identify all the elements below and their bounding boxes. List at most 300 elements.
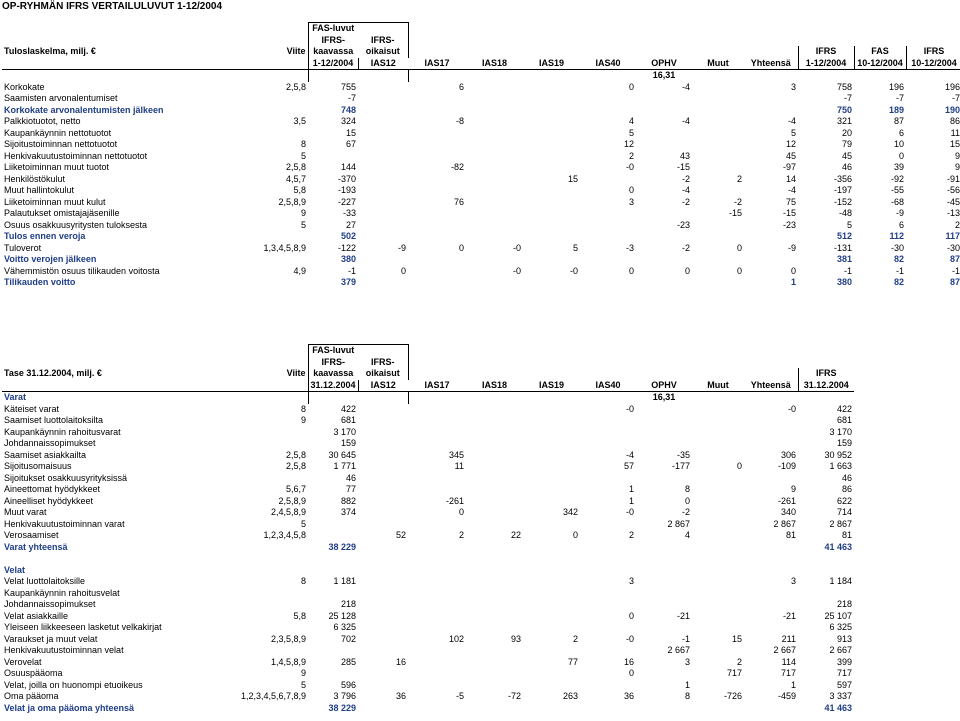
row-value: 8 (684, 691, 690, 702)
row-value (466, 599, 523, 611)
row-value (523, 197, 580, 209)
row-value: 3 170 (829, 426, 852, 437)
row-value (692, 530, 744, 542)
header-cell (212, 35, 308, 47)
row-ref: 9 (300, 415, 306, 426)
row-value (636, 668, 692, 680)
row-value (744, 415, 798, 427)
header-cell (523, 35, 580, 47)
header-cell (692, 70, 744, 82)
row-value (466, 519, 523, 531)
row-ref (212, 599, 308, 611)
row-value (408, 415, 466, 427)
row-value (466, 657, 523, 669)
row-value: 1 (790, 277, 796, 288)
row-label: Osuus osakkuusyritysten tuloksesta (4, 219, 148, 230)
row-value: 3 170 (333, 426, 356, 437)
row-value: 218 (340, 599, 356, 610)
row-value (636, 93, 692, 105)
row-value: 45 (841, 150, 852, 161)
row-value: 10 (893, 139, 904, 150)
table-row (2, 450, 854, 462)
header-cell (744, 392, 798, 404)
row-value: 76 (453, 196, 464, 207)
row-value: 15 (949, 139, 960, 150)
row-value (636, 438, 692, 450)
row-value: -0 (625, 633, 634, 644)
row-label: Sijoitustoiminnan nettotuotot (4, 139, 118, 150)
row-value: 16 (623, 656, 634, 667)
header-oik-line1: IFRS- (371, 356, 395, 367)
row-value (358, 404, 408, 416)
row-value (358, 427, 408, 439)
row-value: -0 (512, 265, 521, 276)
row-label: Tilikauden voitto (4, 277, 76, 288)
row-label: Henkivakuutustoiminnan nettotuotot (4, 150, 148, 161)
row-value: 702 (340, 633, 356, 644)
row-value: 15 (731, 633, 742, 644)
header-cell (636, 345, 692, 357)
row-value (358, 208, 408, 220)
row-label: Muut varat (4, 507, 47, 518)
row-value (358, 185, 408, 197)
cell (308, 565, 358, 577)
row-value (636, 128, 692, 140)
row-value (358, 645, 408, 657)
header-cell (212, 70, 308, 82)
row-value: 717 (836, 668, 852, 679)
cell (744, 553, 798, 565)
row-ref: 8 (300, 576, 306, 587)
row-value (466, 139, 523, 151)
row-value: 3 (628, 576, 634, 587)
header-row (2, 23, 960, 35)
row-value: -30 (946, 242, 960, 253)
row-value: -0 (569, 265, 578, 276)
header-cell (408, 357, 466, 369)
row-value: 758 (836, 81, 852, 92)
header-col-yhteensä: Yhteensä (744, 380, 798, 392)
header-col-ias19: IAS19 (523, 380, 580, 392)
header-cell (408, 70, 466, 82)
row-value (744, 105, 798, 117)
header-cell (906, 35, 960, 47)
table-row (2, 231, 960, 243)
row-label: Kaupankäynnin rahoitusvarat (4, 426, 121, 437)
table-row (2, 208, 960, 220)
row-value: 112 (889, 231, 904, 242)
table-row (2, 277, 960, 289)
row-value (744, 622, 798, 634)
row-value (744, 542, 798, 554)
header-cell (523, 70, 580, 82)
table-row (2, 599, 854, 611)
row-value (358, 668, 408, 680)
row-value (466, 277, 523, 289)
header-cell (580, 70, 636, 82)
row-value: -0 (625, 162, 634, 173)
row-label: Kaupankäynnin nettotuotot (4, 127, 112, 138)
header-cell (466, 46, 523, 58)
row-value: 717 (726, 668, 742, 679)
row-value: -1 (951, 265, 960, 276)
row-value (523, 151, 580, 163)
header-cell (466, 35, 523, 47)
row-value: 16 (395, 656, 406, 667)
row-value (358, 496, 408, 508)
row-ref: 5 (300, 679, 306, 690)
row-value (692, 105, 744, 117)
row-value (692, 231, 744, 243)
row-value (523, 484, 580, 496)
row-value: 0 (458, 507, 464, 518)
header-cell (308, 70, 358, 82)
row-value (408, 645, 466, 657)
header-cell (466, 392, 523, 404)
row-value (580, 703, 636, 715)
header-cell (692, 368, 744, 380)
header-cell (636, 46, 692, 58)
row-value: 20 (841, 127, 852, 138)
header-cell (408, 392, 466, 404)
row-value (358, 197, 408, 209)
table-row (2, 116, 960, 128)
row-label: Verovelat (4, 656, 42, 667)
row-value: -0 (787, 403, 796, 414)
row-value (408, 611, 466, 623)
row-value: -4 (787, 116, 796, 127)
row-value (408, 185, 466, 197)
row-value (580, 645, 636, 657)
row-value (466, 461, 523, 473)
row-value (466, 542, 523, 554)
row-value (466, 703, 523, 715)
row-value: 345 (448, 449, 464, 460)
row-value: 36 (395, 691, 406, 702)
header-cell (744, 70, 798, 82)
row-value: 38 229 (328, 541, 356, 552)
row-value: 41 463 (824, 541, 852, 552)
section-row (2, 565, 854, 577)
row-label: Aineettomat hyödykkeet (4, 484, 101, 495)
row-value (523, 542, 580, 554)
header-row (2, 392, 854, 404)
table-row (2, 139, 960, 151)
header-cell (692, 23, 744, 35)
row-value: 9 (954, 162, 960, 173)
header-ifrs-line1: IFRS (798, 46, 854, 58)
row-value: 0 (684, 495, 690, 506)
row-value: -1 (843, 265, 852, 276)
row-ref: 1,4,5,8,9 (270, 656, 306, 667)
row-value (636, 404, 692, 416)
row-value (744, 231, 798, 243)
header-cell (212, 23, 308, 35)
row-value (692, 507, 744, 519)
row-value: 0 (628, 610, 634, 621)
row-value: -9 (397, 242, 406, 253)
header-col-ias17: IAS17 (408, 380, 466, 392)
row-value: 0 (736, 461, 742, 472)
row-value: 81 (841, 530, 852, 541)
row-value (358, 622, 408, 634)
row-value (636, 105, 692, 117)
row-value (523, 427, 580, 439)
row-value: 622 (836, 495, 852, 506)
header-cell (358, 392, 408, 404)
row-value: -131 (833, 242, 852, 253)
row-value: -4 (681, 116, 690, 127)
row-value (358, 634, 408, 646)
row-value (692, 496, 744, 508)
row-value (358, 220, 408, 232)
row-value: 381 (836, 254, 852, 265)
row-value (636, 208, 692, 220)
row-value (636, 427, 692, 439)
row-value: -91 (946, 173, 960, 184)
row-value: 748 (340, 104, 356, 115)
row-value: 0 (628, 668, 634, 679)
row-value (466, 473, 523, 485)
header-fas-line2: IFRS- (308, 35, 358, 47)
header-cell (580, 23, 636, 35)
row-value: 380 (836, 277, 852, 288)
row-value: -7 (347, 93, 356, 104)
row-value: 502 (340, 231, 356, 242)
cell (358, 553, 408, 565)
table-row (2, 82, 960, 94)
row-value (523, 576, 580, 588)
row-value (523, 645, 580, 657)
row-label: Saamiset asiakkailta (4, 449, 87, 460)
table-row (2, 622, 854, 634)
row-value (692, 450, 744, 462)
row-value (408, 139, 466, 151)
row-value: 380 (340, 254, 356, 265)
row-value: 93 (510, 633, 521, 644)
row-value: 1 (628, 495, 634, 506)
row-value (466, 438, 523, 450)
row-value: -82 (450, 162, 464, 173)
row-value: -23 (676, 219, 690, 230)
header-ias40-sub: 16,31 (652, 70, 676, 81)
row-value: -72 (507, 691, 521, 702)
row-value (692, 438, 744, 450)
row-value (636, 588, 692, 600)
row-value (408, 668, 466, 680)
row-value: 399 (836, 656, 852, 667)
header-cell (744, 357, 798, 369)
header-cell (408, 345, 466, 357)
cell (408, 565, 466, 577)
row-value: 3 (790, 576, 796, 587)
header-ifrs-q-line2: 10-12/2004 (906, 58, 960, 70)
row-value: 2 (954, 219, 960, 230)
header-cell (854, 35, 906, 47)
table-row (2, 507, 854, 519)
row-value (692, 151, 744, 163)
page-title: OP-RYHMÄN IFRS VERTAILULUVUT 1-12/2004 (2, 1, 223, 12)
row-value (466, 484, 523, 496)
header-cell (580, 368, 636, 380)
row-ref (212, 277, 308, 289)
table-row (2, 473, 854, 485)
row-value: -1 (895, 265, 904, 276)
row-ref: 5,8 (293, 185, 306, 196)
row-value (523, 82, 580, 94)
row-value (466, 220, 523, 232)
row-value: 27 (345, 219, 356, 230)
row-value (358, 599, 408, 611)
row-value: 0 (628, 81, 634, 92)
row-value: -4 (625, 449, 634, 460)
row-value (692, 599, 744, 611)
table-row (2, 254, 960, 266)
header-cell (692, 35, 744, 47)
row-value: -92 (890, 173, 904, 184)
row-ref: 1,2,3,4,5,6,7,8,9 (240, 691, 306, 702)
row-value (523, 415, 580, 427)
row-value: 5 (846, 219, 852, 230)
row-value: -109 (777, 461, 796, 472)
row-value: -2 (681, 173, 690, 184)
row-value: 263 (562, 691, 578, 702)
row-value: -5 (455, 691, 464, 702)
row-value (523, 438, 580, 450)
header-cell (744, 345, 798, 357)
row-value (580, 254, 636, 266)
table-row (2, 542, 854, 554)
row-value: 159 (340, 438, 356, 449)
row-label: Johdannaissopimukset (4, 438, 96, 449)
row-value (466, 611, 523, 623)
row-value (408, 703, 466, 715)
row-ref: 5 (300, 150, 306, 161)
row-value (692, 588, 744, 600)
row-value: 86 (949, 116, 960, 127)
row-value: 717 (780, 668, 796, 679)
cell (744, 565, 798, 577)
row-value: 144 (340, 162, 356, 173)
balance-sheet-table (2, 344, 854, 714)
row-value: 196 (944, 81, 960, 92)
header-cell (358, 70, 408, 82)
row-value: 9 (790, 484, 796, 495)
row-value: -15 (676, 162, 690, 173)
cell (408, 553, 466, 565)
header-cell (2, 70, 212, 82)
cell (212, 565, 308, 577)
row-value: 30 645 (328, 449, 356, 460)
row-value: 79 (841, 139, 852, 150)
row-value (523, 703, 580, 715)
row-value (358, 461, 408, 473)
table-row (2, 415, 854, 427)
row-label: Johdannaissopimukset (4, 599, 96, 610)
row-value (523, 208, 580, 220)
row-value: -177 (671, 461, 690, 472)
row-value (408, 484, 466, 496)
row-value (580, 519, 636, 531)
header-cell (854, 70, 906, 82)
row-value: 1 (790, 679, 796, 690)
row-value (523, 139, 580, 151)
row-value (523, 185, 580, 197)
header-ifrs-line2: 31.12.2004 (798, 380, 854, 392)
header-cell (466, 357, 523, 369)
row-ref: 2,3,5,8,9 (270, 633, 306, 644)
row-value (523, 668, 580, 680)
row-value: 0 (790, 265, 796, 276)
section-heading-velat: Velat (4, 564, 26, 575)
header-cell (2, 58, 212, 70)
row-value (358, 139, 408, 151)
row-label: Velat asiakkaille (4, 610, 69, 621)
header-cell (580, 357, 636, 369)
row-value: 3 (628, 196, 634, 207)
row-value (408, 128, 466, 140)
row-value: 2 867 (773, 518, 796, 529)
header-cell (854, 23, 906, 35)
row-value: 8 (684, 484, 690, 495)
row-value (358, 473, 408, 485)
row-label: Liiketoiminnan muut kulut (4, 196, 106, 207)
row-label: Sijoitusomaisuus (4, 461, 72, 472)
row-value (358, 438, 408, 450)
table-row (2, 576, 854, 588)
section-heading-varat: Varat (4, 392, 27, 403)
row-value: 3 796 (333, 691, 356, 702)
header-oik-line1: IFRS- (371, 34, 395, 45)
row-value (692, 139, 744, 151)
row-value (692, 185, 744, 197)
row-value: 379 (340, 277, 356, 288)
row-value (744, 588, 798, 600)
row-ref: 2,5,8,9 (278, 196, 306, 207)
row-value (523, 680, 580, 692)
header-cell (523, 392, 580, 404)
header-cell (408, 368, 466, 380)
row-value (308, 588, 358, 600)
header-cell (408, 35, 466, 47)
cell (636, 565, 692, 577)
header-cell (523, 368, 580, 380)
header-cell (2, 380, 212, 392)
row-value: 422 (836, 403, 852, 414)
row-value: 6 (898, 127, 904, 138)
row-value (308, 151, 358, 163)
row-value: -1 (681, 633, 690, 644)
header-cell (580, 46, 636, 58)
row-value: 0 (628, 185, 634, 196)
row-value (580, 622, 636, 634)
row-value (523, 231, 580, 243)
row-value: 159 (836, 438, 852, 449)
cell (798, 565, 854, 577)
row-value: 22 (510, 530, 521, 541)
header-cell (408, 46, 466, 58)
spacer-row (2, 553, 854, 565)
row-value (636, 139, 692, 151)
row-value (580, 220, 636, 232)
row-value (408, 93, 466, 105)
row-value (358, 703, 408, 715)
row-value (466, 588, 523, 600)
header-cell (212, 380, 308, 392)
row-label: Korkokate arvonalentumisten jälkeen (4, 104, 164, 115)
row-value (408, 174, 466, 186)
row-value: -2 (681, 196, 690, 207)
